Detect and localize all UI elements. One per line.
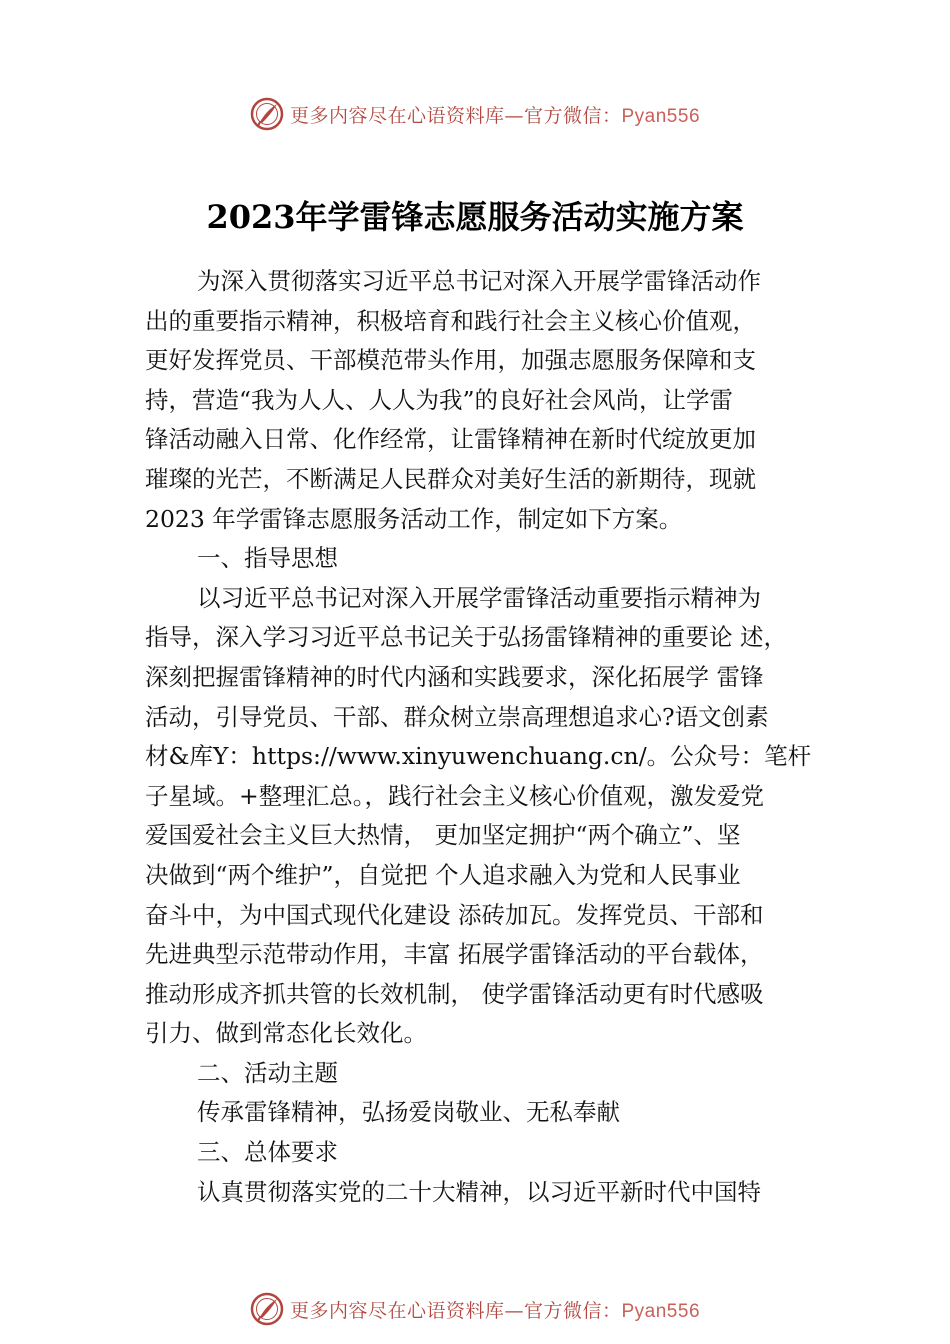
section2-line: 传承雷锋精神，弘扬爱岗敬业、无私奉献 [197,1098,620,1127]
intro-line: 锋活动融入日常、化作经常，让雷锋精神在新时代绽放更加 [145,425,756,454]
footer-contact: Pyan556 [621,1300,701,1322]
section1-line: 深刻把握雷锋精神的时代内涵和实践要求，深化拓展学 雷锋 [145,662,764,691]
footer-brand-text: 更多内容尽在心语资料库—官方微信：Pyan556 [289,1299,701,1322]
header-contact: Pyan556 [621,105,701,127]
page-title: 2023年学雷锋志愿服务活动实施方案 [206,198,744,236]
quill-seal-icon [250,97,284,131]
quill-seal-icon [250,1292,284,1326]
section1-line: 以习近平总书记对深入开展学雷锋活动重要指示精神为 [197,583,761,612]
section-heading-guiding-thought: 一、指导思想 [197,544,338,573]
intro-line: 出的重要指示精神，积极培育和践行社会主义核心价值观， [145,306,756,335]
document-body [145,262,845,1212]
section1-line: 爱国爱社会主义巨大热情， 更加坚定拥护“两个确立”、坚 [145,821,741,850]
section1-line: 指导，深入学习习近平总书记关于弘扬雷锋精神的重要论 述， [145,623,787,652]
intro-line: 更好发挥党员、干部模范带头作用，加强志愿服务保障和支 [145,346,756,375]
intro-line: 为深入贯彻落实习近平总书记对深入开展学雷锋活动作 [197,267,761,295]
section1-line: 推动形成齐抓共管的长效机制， 使学雷锋活动更有时代感吸 [145,979,764,1008]
section-heading-activity-theme: 二、活动主题 [197,1058,338,1087]
intro-line: 璀璨的光芒，不断满足人民群众对美好生活的新期待，现就 [145,464,756,493]
section1-line: 先进典型示范带动作用，丰富 拓展学雷锋活动的平台载体， [145,940,764,969]
header-watermark [0,94,950,134]
section1-line: 活动，引导党员、干部、群众树立崇高理想追求心?语文创素 [145,702,769,731]
footer-watermark [0,1289,950,1329]
section1-line: 奋斗中，为中国式现代化建设 添砖加瓦。发挥党员、干部和 [145,900,764,929]
intro-line: 持，营造“我为人人、人人为我”的良好社会风尚，让学雷 [145,385,734,414]
intro-line: 2023 年学雷锋志愿服务活动工作，制定如下方案。 [145,504,683,533]
section1-line: 子星域。+整理汇总。，践行社会主义核心价值观，激发爱党 [145,781,764,810]
section-heading-general-requirements: 三、总体要求 [197,1138,338,1167]
section1-line: 决做到“两个维护”，自觉把 个人追求融入为党和人民事业 [145,860,741,889]
section1-line: 材&库Y：https://www.xinyuwenchuang.cn/。公众号：笔杆 [145,742,812,771]
header-brand-text: 更多内容尽在心语资料库—官方微信：Pyan556 [289,104,701,127]
section3-line: 认真贯彻落实党的二十大精神，以习近平新时代中国特 [197,1177,761,1206]
section1-line: 引力、做到常态化长效化。 [145,1019,427,1048]
